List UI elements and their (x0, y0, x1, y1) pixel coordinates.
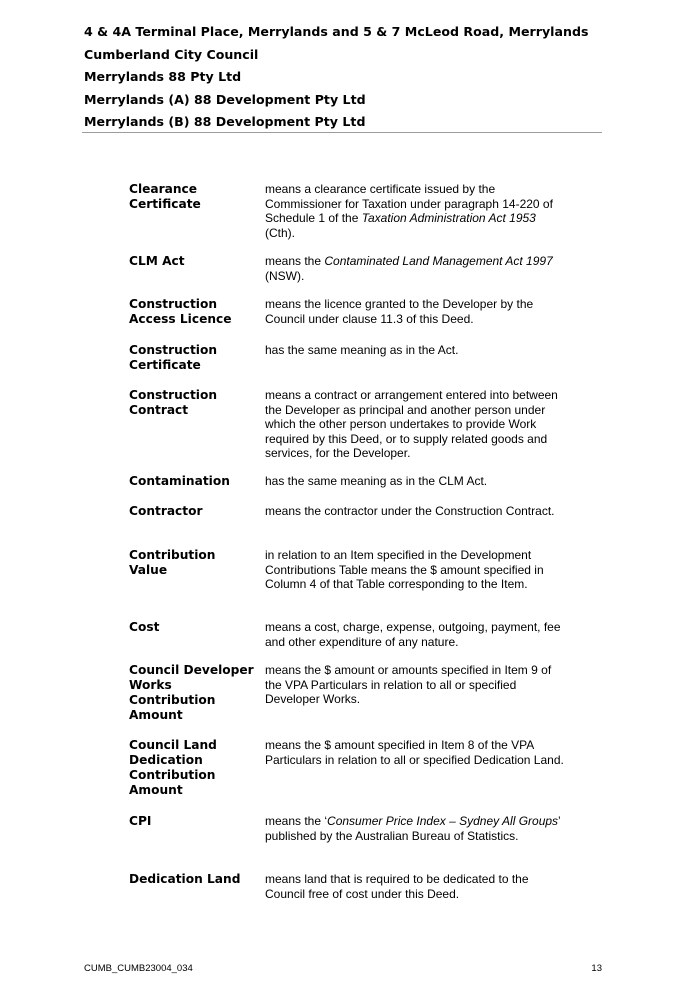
footer-document-reference: CUMB_CUMB23004_034 (84, 963, 193, 974)
header-party-line-2: Merrylands (A) 88 Development Pty Ltd (84, 91, 366, 107)
definition-term: Contamination (129, 474, 230, 488)
definition-term: Contribution Value (129, 548, 216, 577)
definition-meaning: means a cost, charge, expense, outgoing, payment, fee and other expenditure of any nature. (265, 620, 561, 649)
definition-meaning: in relation to an Item specified in the Development Contributions Table means the $ amount specified in Column 4 of that Table corresponding to the Item. (265, 548, 544, 591)
definition-meaning: means the $ amount or amounts specified in Item 9 of the VPA Particulars in relation to all or specified Developer Works. (265, 663, 552, 706)
definition-term: CPI (129, 814, 152, 828)
definition-meaning: means land that is required to be dedicated to the Council free of cost under this Deed. (265, 872, 529, 901)
header-council-line: Cumberland City Council (84, 46, 259, 62)
definition-meaning: has the same meaning as in the CLM Act. (265, 474, 488, 488)
definition-meaning: means the licence granted to the Developer by the Council under clause 11.3 of this Deed. (265, 297, 534, 326)
footer-page-number: 13 (591, 963, 602, 974)
header-project-line: 4 & 4A Terminal Place, Merrylands and 5 & 7 McLeod Road, Merrylands (84, 24, 589, 39)
definition-term: CLM Act (129, 254, 185, 268)
definition-meaning: means the Contaminated Land Management Act 1997 (NSW). (265, 254, 553, 283)
definition-term: Construction Certificate (129, 343, 218, 372)
definition-term: Council Developer Works Contribution Amount (129, 663, 254, 722)
definition-term: Construction Access Licence (129, 297, 232, 326)
definition-meaning: means a clearance certificate issued by the Commissioner for Taxation under paragraph 14-220 of Schedule 1 of the Taxation Administration Act 1953 (Cth). (265, 182, 553, 240)
definition-meaning: means the $ amount specified in Item 8 of the VPA Particulars in relation to all or specified Dedication Land. (265, 738, 564, 767)
definition-term: Contractor (129, 504, 203, 518)
definition-meaning: has the same meaning as in the Act. (265, 343, 459, 357)
definition-meaning: means the ‘Consumer Price Index – Sydney All Groups’ published by the Australian Bureau of Statistics. (265, 814, 561, 843)
definition-term: Clearance Certificate (129, 182, 201, 211)
header-party-line-3: Merrylands (B) 88 Development Pty Ltd (84, 114, 366, 129)
definition-term: Construction Contract (129, 388, 218, 417)
header-party-line-1: Merrylands 88 Pty Ltd (84, 69, 242, 84)
definition-term: Dedication Land (129, 872, 241, 886)
definition-term: Council Land Dedication Contribution Amount (129, 738, 217, 797)
definition-meaning: means the contractor under the Construction Contract. (265, 504, 555, 518)
definition-meaning: means a contract or arrangement entered into between the Developer as principal and another person under which the other person undertakes to provide Work required by this Deed, or to supply related goods and services, for the Developer. (265, 388, 558, 460)
definition-term: Cost (129, 620, 160, 634)
